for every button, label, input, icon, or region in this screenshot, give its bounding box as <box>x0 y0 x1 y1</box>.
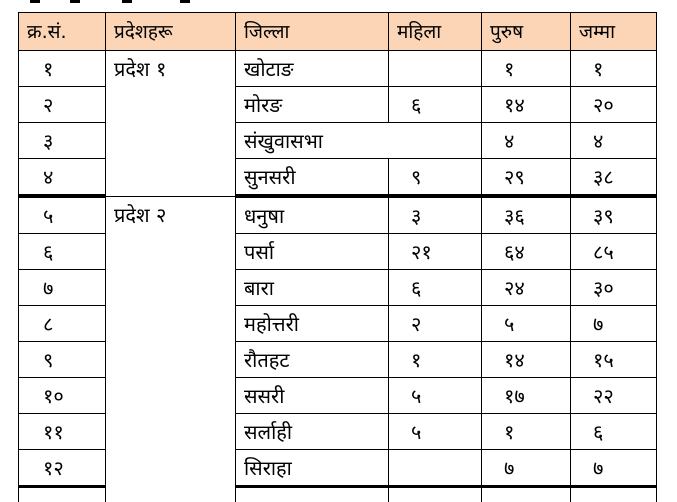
cell-sn: ११ <box>19 414 106 450</box>
cell-total: ३९ <box>571 196 657 234</box>
cell-total: १ <box>571 51 657 87</box>
cell-total: २० <box>571 87 657 123</box>
header-total: जम्मा <box>571 13 657 51</box>
cell-male: १४ <box>482 342 571 378</box>
cell-male: २४ <box>482 270 571 306</box>
cell-sn: ८ <box>19 306 106 342</box>
cell-male: १७ <box>482 378 571 414</box>
cell-sn: १० <box>19 378 106 414</box>
cell-empty <box>389 487 482 502</box>
cell-male: ५ <box>482 306 571 342</box>
cell-total: ३८ <box>571 159 657 197</box>
cell-total: ४ <box>571 123 657 159</box>
cell-total: ७ <box>571 306 657 342</box>
cell-district: सिराहा <box>236 450 389 487</box>
cell-district: बारा <box>236 270 389 306</box>
cell-sn: ७ <box>19 270 106 306</box>
cell-province: प्रदेश २ <box>106 196 236 502</box>
cell-total: ३० <box>571 270 657 306</box>
cell-district: पर्सा <box>236 234 389 270</box>
cell-male: ३६ <box>482 196 571 234</box>
cell-female: २ <box>389 306 482 342</box>
cell-empty <box>571 487 657 502</box>
cell-sn: ४ <box>19 159 106 197</box>
cell-male: २९ <box>482 159 571 197</box>
table-row <box>19 51 657 87</box>
table-row <box>19 196 657 234</box>
cell-male: ४ <box>482 123 571 159</box>
cell-total: १५ <box>571 342 657 378</box>
cell-male: ७ <box>482 450 571 487</box>
cell-female <box>389 51 482 87</box>
cell-sn: ३ <box>19 123 106 159</box>
cell-empty <box>236 487 389 502</box>
cell-sn: ९ <box>19 342 106 378</box>
cell-district: महोत्तरी <box>236 306 389 342</box>
header-province: प्रदेशहरू <box>106 13 236 51</box>
district-gender-table <box>18 12 657 502</box>
cell-female: ६ <box>389 87 482 123</box>
cell-district: सर्लाही <box>236 414 389 450</box>
header-female: महिला <box>389 13 482 51</box>
cell-female: ५ <box>389 414 482 450</box>
cell-empty <box>482 487 571 502</box>
cell-empty <box>19 487 106 502</box>
cell-district: मोरङ <box>236 87 389 123</box>
cell-male: १४ <box>482 87 571 123</box>
header-district: जिल्ला <box>236 13 389 51</box>
cell-male: ६४ <box>482 234 571 270</box>
cell-sn: १२ <box>19 450 106 487</box>
cell-total: ६ <box>571 414 657 450</box>
cell-total: ७ <box>571 450 657 487</box>
cell-female: ३ <box>389 196 482 234</box>
cell-district: संखुवासभा <box>236 123 482 159</box>
cell-female: ९ <box>389 159 482 197</box>
cell-sn: १ <box>19 51 106 87</box>
header-male: पुरुष <box>482 13 571 51</box>
cell-total: २२ <box>571 378 657 414</box>
cell-district: ससरी <box>236 378 389 414</box>
cell-female: १ <box>389 342 482 378</box>
cell-district: खोटाङ <box>236 51 389 87</box>
header-sn: क्र.सं. <box>19 13 106 51</box>
clipped-text-fragments <box>30 0 230 4</box>
cell-female <box>389 450 482 487</box>
cell-district: धनुषा <box>236 196 389 234</box>
cell-female: २१ <box>389 234 482 270</box>
cell-province: प्रदेश १ <box>106 51 236 197</box>
cell-sn: ५ <box>19 196 106 234</box>
cell-total: ८५ <box>571 234 657 270</box>
cell-sn: २ <box>19 87 106 123</box>
cell-male: १ <box>482 51 571 87</box>
cell-sn: ६ <box>19 234 106 270</box>
cell-district: सुनसरी <box>236 159 389 197</box>
cell-male: १ <box>482 414 571 450</box>
cell-female: ६ <box>389 270 482 306</box>
cell-district: रौतहट <box>236 342 389 378</box>
cell-female: ५ <box>389 378 482 414</box>
header-row <box>19 13 657 51</box>
